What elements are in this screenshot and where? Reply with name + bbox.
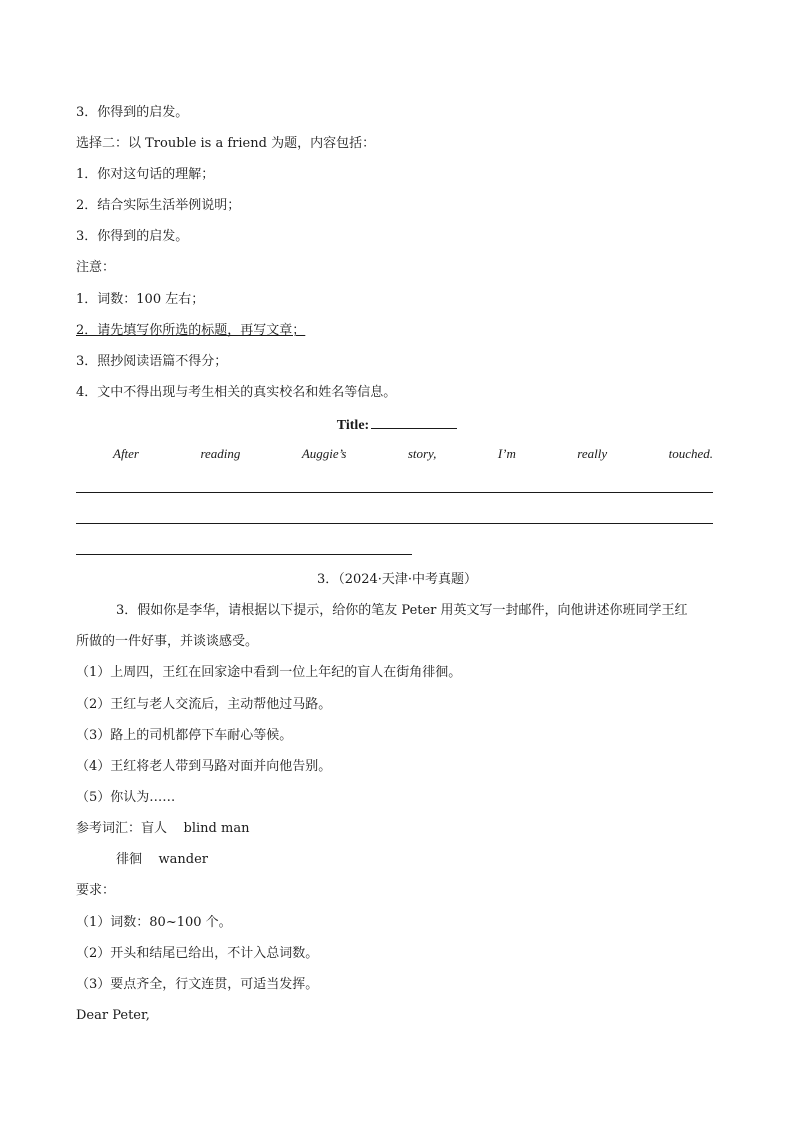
point-inspiration-1: 3．你得到的启发。	[76, 105, 189, 120]
requirement-1: （1）词数：80~100 个。	[76, 915, 232, 930]
note-fill-title: 2．请先填写你所选的标题，再写文章；	[76, 323, 306, 338]
point-inspiration-2: 3．你得到的启发。	[76, 229, 189, 244]
requirements-heading: 要求：	[76, 883, 116, 898]
essay-opening-line	[76, 446, 713, 464]
option-two-heading: 选择二：以 Trouble is a friend 为题，内容包括：	[76, 136, 376, 151]
essay-word: Auggie’s	[301, 446, 347, 461]
point-example: 2．结合实际生活举例说明；	[76, 198, 241, 213]
vocab-wander: 徘徊 wander	[116, 852, 209, 867]
note-no-real-names: 4．文中不得出现与考生相关的真实校名和姓名等信息。	[76, 385, 397, 400]
prompt-point-5: （5）你认为……	[76, 790, 176, 805]
essay-word: touched.	[668, 446, 713, 461]
note-word-count: 1．词数：100 左右；	[76, 292, 205, 307]
prompt-point-1: （1）上周四，王红在回家途中看到一位上年纪的盲人在街角徘徊。	[76, 665, 462, 680]
question-3-source: 3．（2024·天津·中考真题）	[316, 572, 478, 587]
essay-word: story,	[407, 446, 437, 461]
notes-heading: 注意：	[76, 260, 116, 275]
letter-greeting: Dear Peter,	[76, 1008, 150, 1023]
answer-line[interactable]	[76, 554, 412, 555]
note-no-copy: 3．照抄阅读语篇不得分；	[76, 354, 228, 369]
essay-word: really	[577, 446, 608, 461]
essay-word: reading	[200, 446, 241, 461]
question-3-intro-line1: 3．假如你是李华，请根据以下提示，给你的笔友 Peter 用英文写一封邮件，向他讲述你班同学王红	[116, 603, 688, 618]
prompt-point-2: （2）王红与老人交流后，主动帮他过马路。	[76, 697, 332, 712]
prompt-point-4: （4）王红将老人带到马路对面并向他告别。	[76, 759, 332, 774]
title-blank[interactable]	[371, 416, 457, 429]
answer-line[interactable]	[76, 492, 713, 493]
title-label: Title:	[336, 418, 370, 433]
essay-word: After	[113, 446, 139, 461]
essay-title	[0, 416, 794, 434]
requirement-2: （2）开头和结尾已给出，不计入总词数。	[76, 946, 319, 961]
essay-word: I’m	[497, 446, 516, 461]
vocab-blind-man: 参考词汇：盲人 blind man	[76, 821, 250, 836]
prompt-point-3: （3）路上的司机都停下车耐心等候。	[76, 728, 293, 743]
question-3-intro-line2: 所做的一件好事，并谈谈感受。	[76, 634, 259, 649]
point-understanding: 1．你对这句话的理解；	[76, 167, 215, 182]
requirement-3: （3）要点齐全，行文连贯，可适当发挥。	[76, 977, 319, 992]
answer-line[interactable]	[76, 523, 713, 524]
